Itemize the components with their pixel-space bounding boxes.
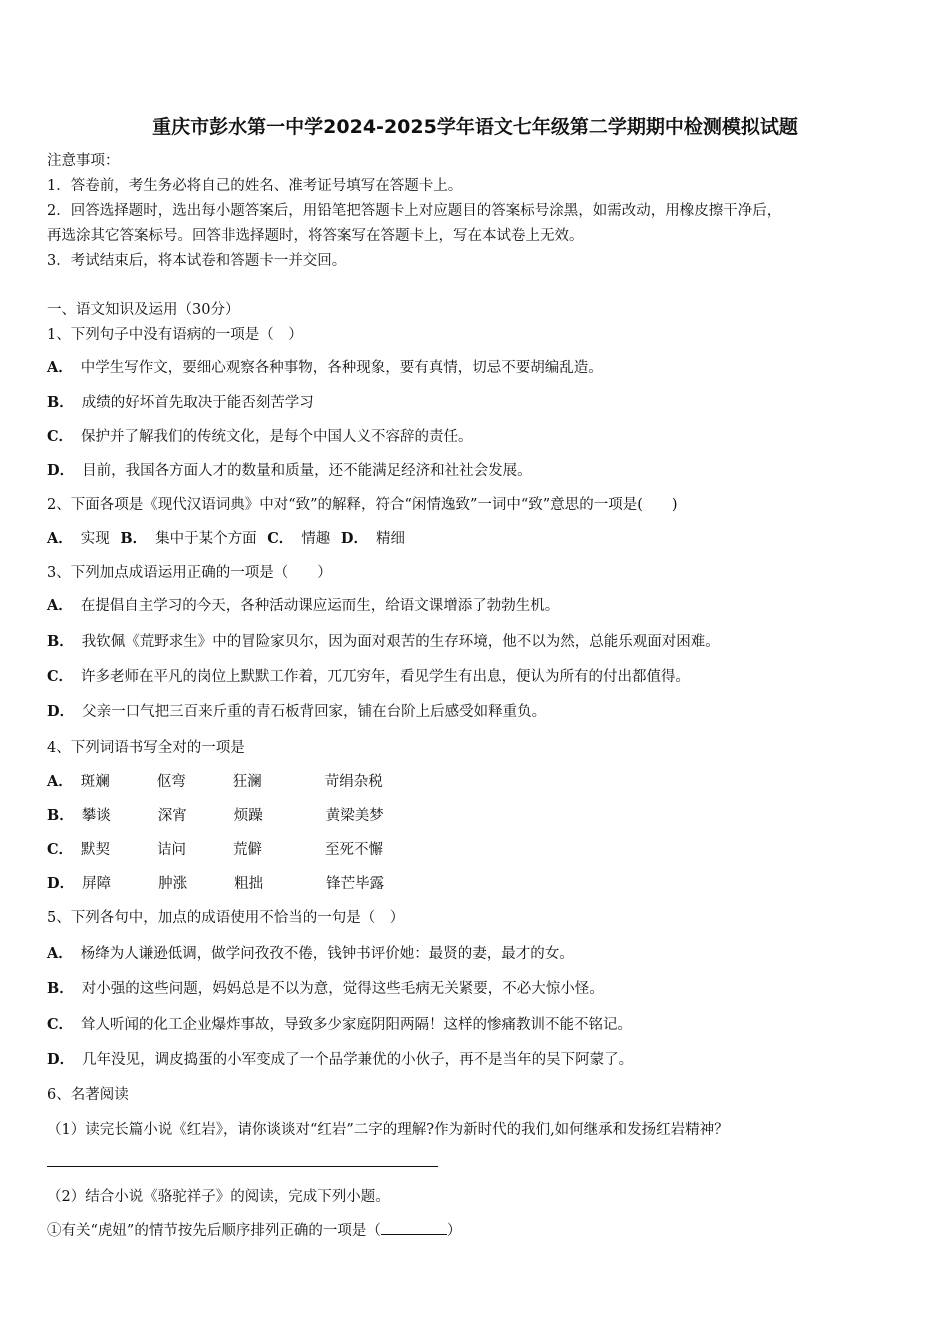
word: 烦躁 — [233, 808, 263, 824]
option-label: C． — [47, 841, 74, 858]
q1-stem: 1、下列句子中没有语病的一项是（ ） — [47, 327, 303, 343]
option-label: A． — [47, 530, 73, 547]
option-text: 我钦佩《荒野求生》中的冒险家贝尔，因为面对艰苦的生存环境，他不以为然，总能乐观面对困难。 — [81, 634, 720, 650]
section-heading: 一、语文知识及运用（30分） — [47, 302, 240, 318]
q5-option-a — [47, 944, 574, 964]
word: 黄梁美梦 — [325, 808, 384, 824]
option-text: 集中于某个方面 — [155, 531, 257, 547]
q6-sub1 — [47, 1220, 461, 1241]
option-label: B． — [47, 633, 74, 650]
word: 锋芒毕露 — [326, 876, 385, 892]
q3-option-d — [47, 702, 546, 722]
q5-option-b — [47, 979, 604, 999]
option-text: 情趣 — [301, 531, 331, 547]
option-label: D． — [47, 1051, 75, 1068]
word: 伛弯 — [156, 774, 186, 790]
word: 诘问 — [157, 842, 187, 858]
word: 粗拙 — [234, 876, 264, 892]
q1-option-d — [47, 461, 532, 481]
q4-stem: 4、下列词语书写全对的一项是 — [47, 740, 245, 756]
word: 荒僻 — [233, 842, 263, 858]
option-label: D． — [47, 703, 75, 720]
q6-part2: （2）结合小说《骆驼祥子》的阅读，完成下列小题。 — [47, 1189, 390, 1205]
option-text: 对小强的这些问题，妈妈总是不以为意，觉得这些毛病无关紧要，不必大惊小怪。 — [81, 981, 604, 997]
q6-part1: （1）读完长篇小说《红岩》，请你谈谈对“红岩”二字的理解?作为新时代的我们,如何继承和发扬红岩精神？ — [47, 1122, 729, 1138]
option-label: C． — [47, 668, 74, 685]
notice-item-2-cont: 再选涂其它答案标号。回答非选择题时，将答案写在答题卡上，写在本试卷上无效。 — [47, 228, 584, 244]
option-text: 许多老师在平凡的岗位上默默工作着，兀兀穷年，看见学生有出息，便认为所有的付出都值得。 — [81, 669, 691, 685]
option-label: A． — [47, 945, 73, 962]
option-label: C． — [267, 530, 294, 547]
sub-question-text: ①有关“虎妞”的情节按先后顺序排列正确的一项是（ — [47, 1223, 381, 1239]
word: 至死不懈 — [325, 842, 384, 858]
q1-option-a — [47, 358, 603, 378]
option-label: D． — [47, 462, 75, 479]
word: 默契 — [81, 842, 111, 858]
notice-item-2: 2．回答选择题时，选出每小题答案后，用铅笔把答题卡上对应题目的答案标号涂黑，如需改动，用橡皮擦干净后， — [47, 203, 782, 219]
option-text: 精细 — [375, 531, 405, 547]
q3-stem: 3、下列加点成语运用正确的一项是（ ） — [47, 565, 332, 581]
q3-option-b — [47, 632, 720, 652]
word: 斑斓 — [80, 774, 110, 790]
option-text: 几年没见，调皮捣蛋的小军变成了一个品学兼优的小伙子，再不是当年的吴下阿蒙了。 — [82, 1052, 634, 1068]
q3-option-a — [47, 596, 559, 616]
notice-item-1: 1．答卷前，考生务必将自己的姓名、准考证号填写在答题卡上。 — [47, 178, 463, 194]
q4-option-c — [47, 840, 383, 860]
option-text: 目前，我国各方面人才的数量和质量，还不能满足经济和社社会发展。 — [82, 463, 532, 479]
q1-option-b — [47, 393, 314, 413]
option-text: 保护并了解我们的传统文化，是每个中国人义不容辞的责任。 — [81, 429, 473, 445]
q5-option-d — [47, 1050, 633, 1070]
q2-options — [47, 529, 405, 549]
option-label: B． — [120, 530, 148, 547]
option-label: D． — [340, 530, 368, 547]
notice-item-3: 3．考试结束后，将本试卷和答题卡一并交回。 — [47, 253, 347, 269]
word: 深宵 — [157, 808, 187, 824]
q4-option-b — [47, 806, 384, 826]
notice-heading: 注意事项： — [47, 153, 120, 169]
option-label: B． — [47, 394, 74, 411]
option-label: C． — [47, 1016, 74, 1033]
option-label: C． — [47, 428, 74, 445]
q2-stem: 2、下面各项是《现代汉语词典》中对“致”的解释，符合“闲情逸致”一词中“致”意思的一项是( ) — [47, 497, 678, 513]
q6-stem: 6、名著阅读 — [47, 1087, 129, 1103]
q1-option-c — [47, 427, 473, 447]
option-text: 父亲一口气把三百来斤重的青石板背回家，铺在台阶上后感受如释重负。 — [82, 704, 547, 720]
sub-question-close: ） — [446, 1223, 462, 1239]
option-label: A． — [47, 359, 73, 376]
q4-option-a — [47, 772, 383, 792]
word: 狂澜 — [232, 774, 262, 790]
word: 屏障 — [82, 876, 112, 892]
option-label: B． — [47, 980, 74, 997]
word: 攀谈 — [81, 808, 111, 824]
answer-blank — [381, 1220, 447, 1235]
word: 肿涨 — [158, 876, 188, 892]
option-label: D． — [47, 875, 75, 892]
option-text: 杨绛为人谦逊低调，做学问孜孜不倦，钱钟书评价她：最贤的妻，最才的女。 — [80, 946, 574, 962]
option-label: A． — [47, 773, 73, 790]
option-label: B． — [47, 807, 74, 824]
option-text: 中学生写作文，要细心观察各种事物，各种现象，要有真情，切忌不要胡编乱造。 — [80, 360, 603, 376]
option-text: 耸人听闻的化工企业爆炸事故，导致多少家庭阴阳两隔！这样的惨痛教训不能不铭记。 — [81, 1017, 633, 1033]
option-label: A． — [47, 597, 73, 614]
option-text: 在提倡自主学习的今天，各种活动课应运而生，给语文课增添了勃勃生机。 — [80, 598, 560, 614]
q5-stem: 5、下列各句中，加点的成语使用不恰当的一句是（ ） — [47, 910, 405, 926]
option-text: 实现 — [80, 531, 110, 547]
option-text: 成绩的好坏首先取决于能否刻苦学习 — [81, 395, 314, 411]
answer-line — [47, 1166, 438, 1167]
q3-option-c — [47, 667, 690, 687]
page-title: 重庆市彭水第一中学2024-2025学年语文七年级第二学期期中检测模拟试题 — [152, 116, 798, 138]
q4-option-d — [47, 874, 384, 894]
q5-option-c — [47, 1015, 632, 1035]
word: 苛绢杂税 — [324, 774, 383, 790]
